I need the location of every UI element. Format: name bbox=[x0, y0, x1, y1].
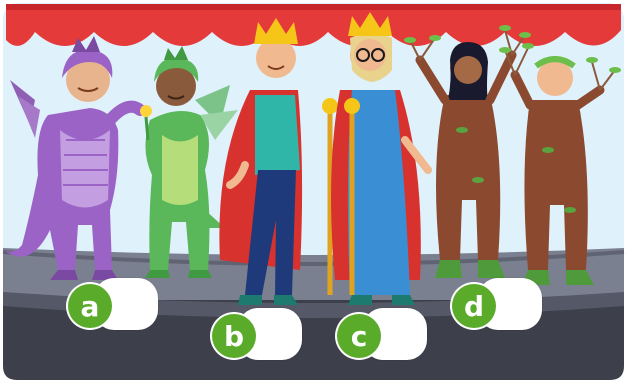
answer-slot-b bbox=[212, 306, 304, 366]
answer-label-d: d bbox=[452, 284, 496, 328]
answer-label-a: a bbox=[68, 284, 112, 328]
answer-label-b: b bbox=[212, 314, 256, 358]
answer-slot-c bbox=[337, 306, 429, 366]
answer-slot-d bbox=[452, 276, 544, 336]
answer-slot-a bbox=[68, 276, 160, 336]
answer-label-c: c bbox=[337, 314, 381, 358]
